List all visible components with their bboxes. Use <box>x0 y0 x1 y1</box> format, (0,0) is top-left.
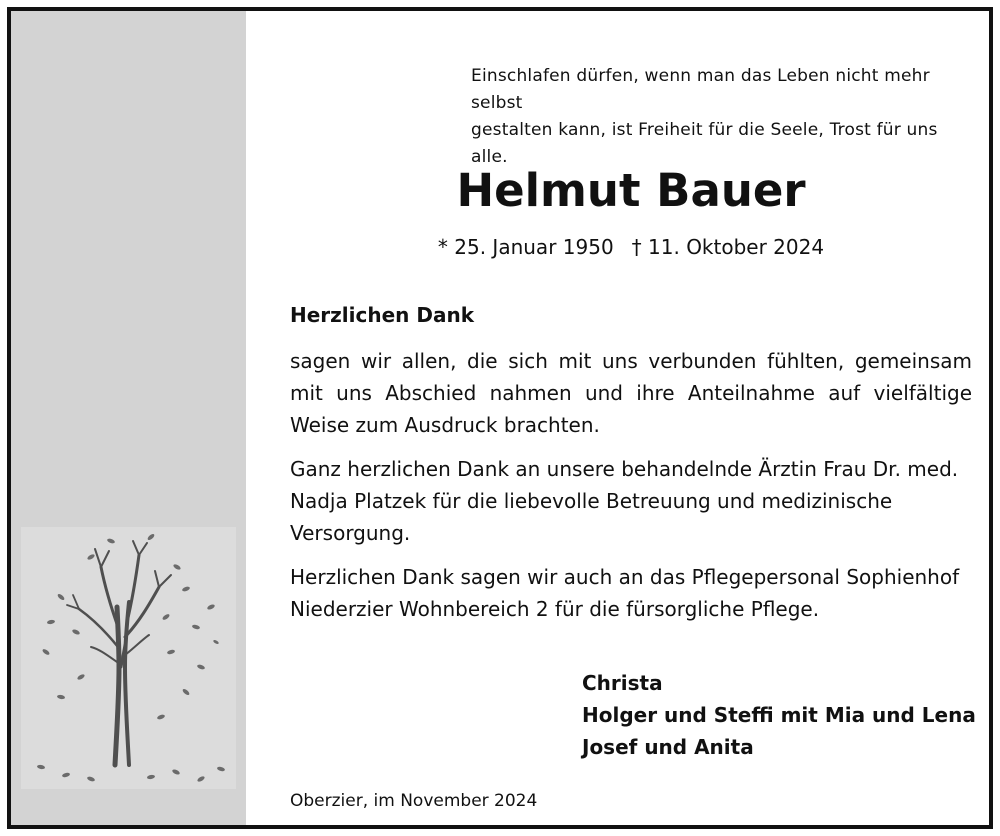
quote-line-1: Einschlafen dürfen, wenn man das Leben nicht mehr selbst <box>471 66 930 113</box>
obituary-notice <box>7 7 993 829</box>
deceased-name: Helmut Bauer <box>456 164 806 217</box>
decorative-sidebar <box>11 11 246 825</box>
life-dates <box>311 233 951 261</box>
quote-line-2: gestalten kann, ist Freiheit für die Seele, Trost für uns alle. <box>471 120 938 167</box>
mourner-name: Holger und Steffi mit Mia und Lena <box>582 703 976 727</box>
mourner-name: Christa <box>582 671 663 695</box>
tree-illustration <box>21 527 236 789</box>
mourners-list <box>582 667 982 763</box>
tree-icon <box>21 527 236 789</box>
thanks-paragraph-2: Ganz herzlichen Dank an unsere behandelnde Ärztin Frau Dr. med. Nadja Platzek für die liebevolle Betreuung und medizinische Versorgung. <box>290 457 959 545</box>
death-date: † 11. Oktober 2024 <box>631 235 825 259</box>
thanks-paragraph-3: Herzlichen Dank sagen wir auch an das Pflegepersonal Sophienhof Niederzier Wohnbereich 2 für die fürsorgliche Pflege. <box>290 565 960 621</box>
place-and-date: Oberzier, im November 2024 <box>290 791 538 811</box>
mourner-name: Josef und Anita <box>582 735 754 759</box>
memorial-quote <box>471 63 971 171</box>
birth-date: * 25. Januar 1950 <box>437 235 614 259</box>
thanks-paragraph-1: sagen wir allen, die sich mit uns verbunden fühlten, gemeinsam mit uns Abschied nahmen und ihre Anteilnahme auf vielfältige Weise zum Ausdruck brachten. <box>290 349 972 437</box>
thanks-heading: Herzlichen Dank <box>290 303 475 327</box>
